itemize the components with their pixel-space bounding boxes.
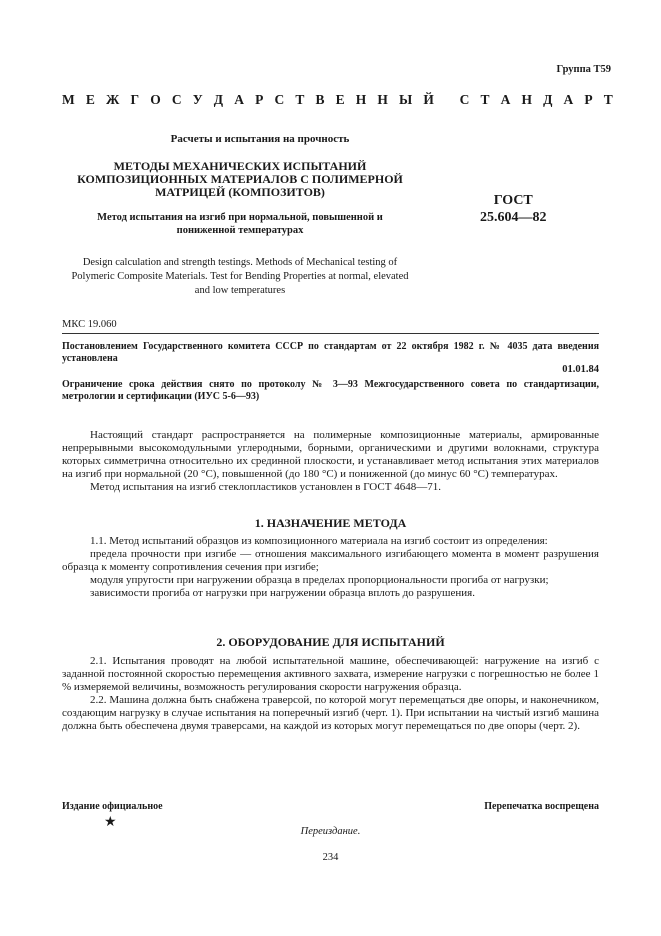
banner-letter: М <box>62 92 75 107</box>
interstate-standard-banner <box>62 92 613 108</box>
list-item: предела прочности при изгибе — отношения максимального изгибающего момента в момент разрушения образца к моменту сопротивления сечения при изгибе; <box>62 548 599 573</box>
mks-code: МКС 19.060 <box>62 319 117 330</box>
banner-letter: Р <box>255 92 264 107</box>
banner-letter: Е <box>85 92 95 107</box>
paragraph: 2.1. Испытания проводят на любой испытательной машине, обеспечивающей: нагружение на изгиб с заданной постоянной скоростью перемещения активного захвата, измерение нагрузки с погрешностью не более 1 % измеряемой величины, возможность регулирования скорости нагружения образца. <box>62 655 599 693</box>
intro-block <box>62 429 599 494</box>
banner-letter: Р <box>584 92 593 107</box>
section-heading: 1. НАЗНАЧЕНИЕ МЕТОДА <box>254 516 407 530</box>
list-item: модуля упругости при нагружении образца в пределах пропорциональности прогиба от нагрузки; <box>90 574 549 586</box>
official-edition-label: Издание официальное <box>62 801 163 812</box>
banner-letter: Т <box>295 92 305 107</box>
gost-label: ГОСТ <box>493 193 533 208</box>
banner-letter: А <box>563 92 574 107</box>
divider <box>62 333 599 334</box>
banner-letter: С <box>274 92 285 107</box>
section-2-body <box>62 655 599 733</box>
star-icon: ★ <box>104 815 117 830</box>
banner-letter: Д <box>213 92 224 107</box>
page-number: 234 <box>322 852 339 863</box>
banner-letter: Т <box>603 92 613 107</box>
category-title: Расчеты и испытания на прочность <box>170 133 350 145</box>
banner-letter: У <box>192 92 203 107</box>
limitation-text: Ограничение срока действия снято по протоколу № 3—93 Межгосударственного совета по стандартизации, метрологии и сертификации (ИУС 5-6—93) <box>62 379 599 402</box>
document-subtitle: Метод испытания на изгиб при нормальной, повышенной и пониженной температурах <box>97 212 383 236</box>
banner-letter: Т <box>480 92 490 107</box>
document-title: МЕТОДЫ МЕХАНИЧЕСКИХ ИСПЫТАНИЙ КОМПОЗИЦИОННЫХ МАТЕРИАЛОВ С ПОЛИМЕРНОЙ МАТРИЦЕЙ (КОМПОЗИТОВ) <box>77 159 403 199</box>
reprint-prohibited-label: Перепечатка воспрещена <box>484 801 599 812</box>
banner-letter: С <box>459 92 470 107</box>
banner-letter: Е <box>335 92 345 107</box>
gost-designation <box>480 192 547 226</box>
paragraph: 2.2. Машина должна быть снабжена траверсой, по которой могут перемещаться две опоры, и наконечником, создающим нагрузку в случае испытания на поперечный изгиб (черт. 1). При испытании на чистый изгиб машина должна быть обеспечена двумя траверсами, на каждой из которых могут перемещаться по две опоры (черт. 2). <box>62 694 599 732</box>
list-item: зависимости прогиба от нагрузки при нагружении образца вплоть до разрушения. <box>90 587 475 599</box>
decree-text: Постановлением Государственного комитета СССР по стандартам от 22 октября 1982 г. № 4035 дата введения установлена <box>62 341 599 364</box>
banner-letter: А <box>500 92 511 107</box>
banner-letter: А <box>234 92 244 107</box>
banner-letter: Д <box>543 92 553 107</box>
section-1-body <box>62 535 599 600</box>
reissue-note: Переиздание. <box>300 826 361 837</box>
english-title: Design calculation and strength testings. Methods of Mechanical testing of Polymeric Composite Materials. Test for Bending Properties at normal, elevated and low temperatures <box>71 257 409 296</box>
banner-letter: Ж <box>106 92 120 107</box>
banner-gap <box>445 92 448 108</box>
banner-letter: Н <box>521 92 532 107</box>
effective-date: 01.01.84 <box>562 364 599 375</box>
banner-letter: Н <box>377 92 388 107</box>
banner-letter: Ы <box>399 92 413 107</box>
banner-letter: В <box>315 92 325 107</box>
banner-letter: Н <box>355 92 367 107</box>
section-heading: 2. ОБОРУДОВАНИЕ ДЛЯ ИСПЫТАНИЙ <box>216 635 445 649</box>
gost-number: 25.604—82 <box>480 210 547 225</box>
intro-paragraph: Настоящий стандарт распространяется на полимерные композиционные материалы, армированные непрерывными высокомодульными углеродными, борными, органическими и другими волокнами, структура которых симметрична относительно их срединной плоскости, и устанавливает метод испытания этих материалов на изгиб при нормальной (20 °С), повышенной (до 180 °С) и пониженной (до минус 60 °С) температурах. <box>62 429 599 480</box>
banner-letter: Й <box>423 92 434 107</box>
banner-letter: Г <box>130 92 140 107</box>
group-code: Группа Т59 <box>556 64 611 75</box>
paragraph: 1.1. Метод испытаний образцов из композиционного материала на изгиб состоит из определения: <box>90 535 548 547</box>
banner-letter: О <box>150 92 161 107</box>
intro-paragraph: Метод испытания на изгиб стеклопластиков установлен в ГОСТ 4648—71. <box>90 481 441 493</box>
banner-letter: С <box>171 92 182 107</box>
